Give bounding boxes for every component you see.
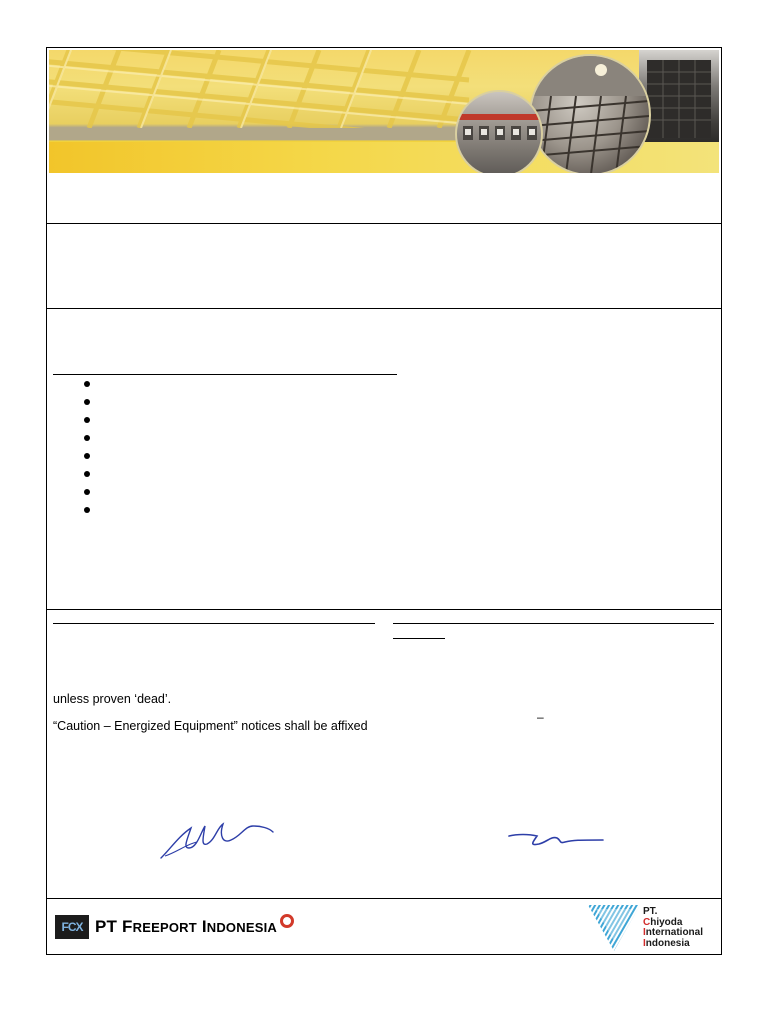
left-heading-underline	[53, 623, 375, 624]
list-item	[84, 466, 94, 484]
chiyoda-triangle-icon	[586, 903, 642, 953]
right-heading-underline	[393, 623, 714, 624]
freeport-swirl-icon	[280, 914, 294, 928]
list-item	[84, 502, 94, 520]
signature-right	[507, 828, 607, 852]
list-item	[84, 484, 94, 502]
freeport-logo-text: PT FREEPORT INDONESIA	[95, 917, 277, 936]
section-divider	[47, 609, 721, 610]
list-item	[84, 394, 94, 412]
list-item	[84, 448, 94, 466]
caution-text-line-1: unless proven ‘dead’.	[53, 692, 172, 706]
dash-mark: –	[537, 710, 544, 724]
section-divider	[47, 308, 721, 309]
signature-left	[157, 818, 277, 862]
caution-text-line-2: “Caution – Energized Equipment” notices shall be affixed	[53, 719, 368, 733]
document-frame	[46, 47, 722, 955]
freeport-indonesia-logo	[53, 910, 321, 944]
section-divider	[47, 223, 721, 224]
building-photo	[639, 50, 719, 142]
list-item	[84, 412, 94, 430]
chiyoda-logo-text: PT. Chiyoda International Indonesia	[643, 906, 704, 949]
heading-underline	[53, 374, 397, 375]
section-divider	[47, 898, 721, 899]
list-item	[84, 376, 94, 394]
bullet-list	[84, 376, 94, 520]
chiyoda-logo	[586, 903, 709, 953]
list-item	[84, 430, 94, 448]
rebar-site-photo	[529, 54, 651, 173]
fcx-logo-icon: FCX	[55, 915, 89, 939]
switchgear-photo	[455, 90, 543, 173]
header-banner	[49, 50, 719, 173]
right-heading-underline-short	[393, 638, 445, 639]
